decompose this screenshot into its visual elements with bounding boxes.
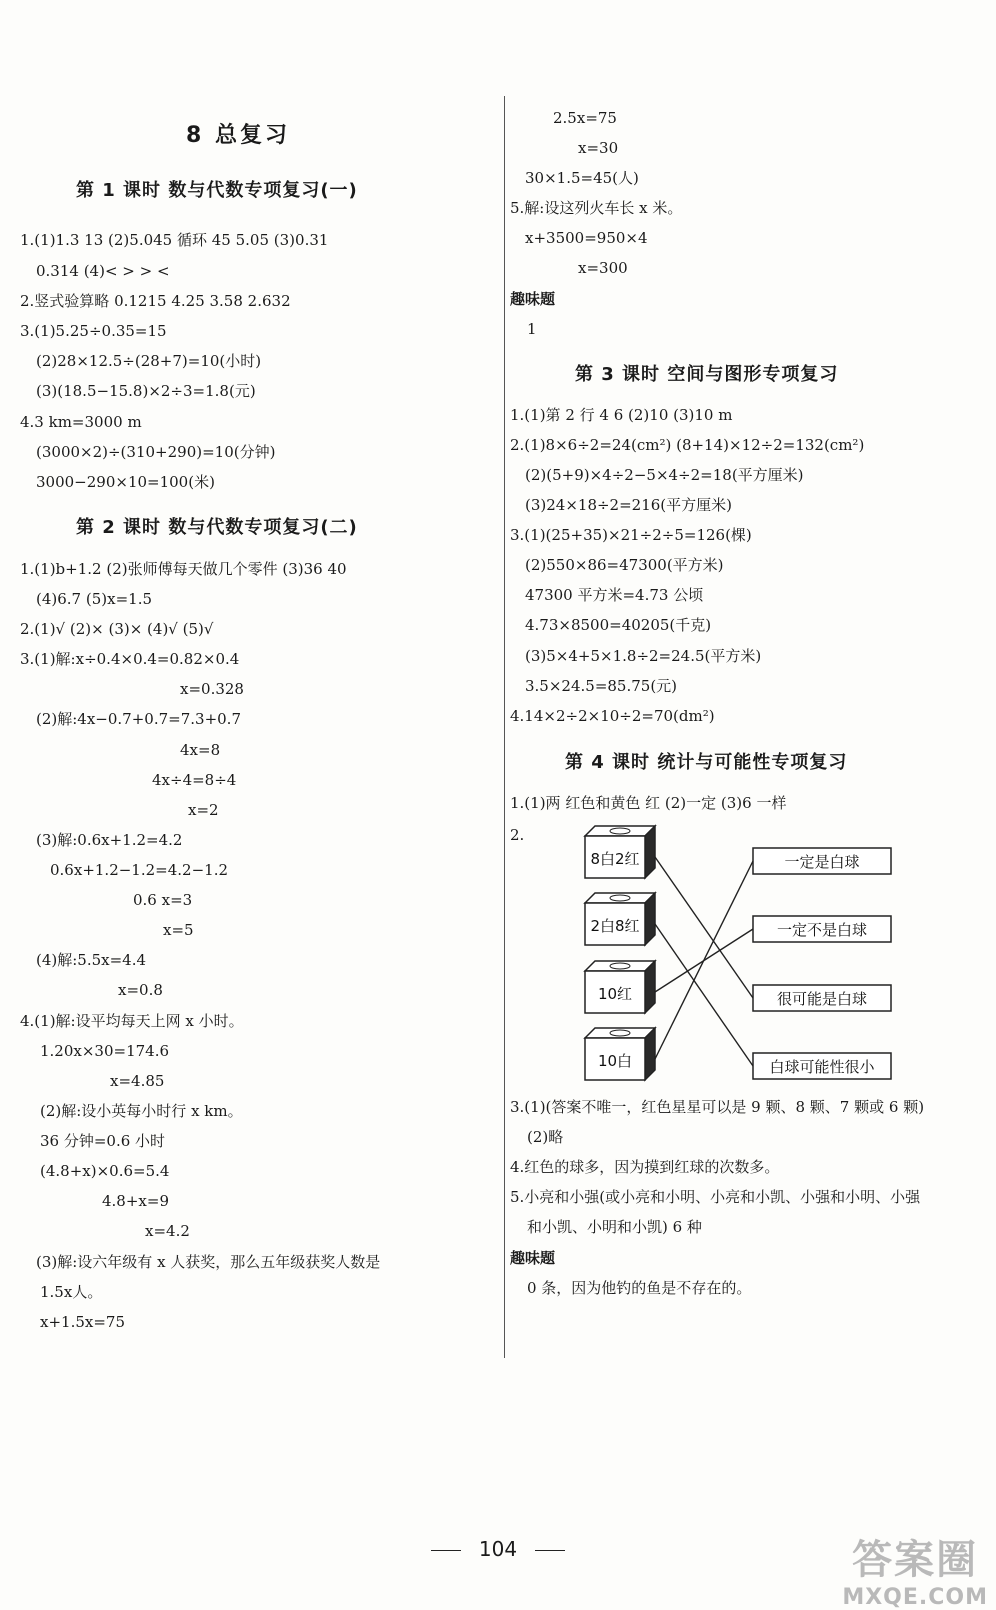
match-line: [655, 924, 753, 1066]
answer-line: 3.5×24.5=85.75(元): [525, 677, 678, 695]
answer-line: 2.(1)8×6÷2=24(cm²) (8+14)×12÷2=132(cm²): [510, 436, 865, 454]
lesson1-title: 第 1 课时 数与代数专项复习(一): [76, 180, 358, 201]
option-boxes: [753, 848, 891, 1079]
box-label: 10红: [597, 985, 633, 1003]
answer-line: (3)(18.5−15.8)×2÷3=1.8(元): [36, 382, 256, 400]
lesson4-title: 第 4 课时 统计与可能性专项复习: [565, 752, 848, 773]
answer-line: x+1.5x=75: [40, 1313, 125, 1331]
option-box: [753, 1053, 891, 1079]
answer-line: x=0.328: [180, 680, 244, 698]
watermark-text: 答案圈: [852, 1537, 979, 1583]
box-label: 10白: [597, 1052, 633, 1070]
matching-diagram: [575, 818, 905, 1088]
ball-box: [585, 826, 655, 878]
answer-line: (4)6.7 (5)x=1.5: [36, 590, 153, 608]
answer-line: 3.(1)(答案不唯一，红色星星可以是 9 颗、8 颗、7 颗或 6 颗): [510, 1098, 925, 1116]
answer-line: 47300 平方米=4.73 公顷: [525, 586, 704, 604]
answer-line: (3)解:设六年级有 x 人获奖，那么五年级获奖人数是: [36, 1253, 381, 1271]
answer-line: 3000−290×10=100(米): [36, 473, 215, 491]
answer-line: 1.20x×30=174.6: [40, 1042, 170, 1060]
answer-line: (2)解:4x−0.7+0.7=7.3+0.7: [36, 710, 241, 728]
option-label: 一定不是白球: [776, 921, 868, 939]
answer-line: x=0.8: [118, 981, 163, 999]
ball-box: [585, 1028, 655, 1080]
question-number: 2.: [510, 826, 525, 844]
box-label: 8白2红: [590, 850, 640, 868]
fun-question-answer: 0 条，因为他钓的鱼是不存在的。: [527, 1279, 752, 1297]
page-number-text: 104: [478, 1537, 518, 1561]
answer-line: (3)解:0.6x+1.2=4.2: [36, 831, 183, 849]
answer-line: x=2: [188, 801, 219, 819]
lesson3-title: 第 3 课时 空间与图形专项复习: [575, 364, 839, 385]
answer-line: 4.8+x=9: [102, 1192, 169, 1210]
answer-line: 5.解:设这列火车长 x 米。: [510, 199, 683, 217]
match-line: [655, 857, 753, 998]
answer-line: 1.(1)第 2 行 4 6 (2)10 (3)10 m: [510, 406, 733, 424]
answer-line: 2.竖式验算略 0.1215 4.25 3.58 2.632: [20, 292, 291, 310]
fun-question-label: 趣味题: [510, 290, 556, 308]
answer-line: (2)解:设小英每小时行 x km。: [40, 1102, 243, 1120]
answer-line: (4.8+x)×0.6=5.4: [40, 1162, 170, 1180]
answer-line: 4.3 km=3000 m: [20, 413, 142, 431]
column-divider: [504, 96, 505, 1358]
answer-line: (3000×2)÷(310+290)=10(分钟): [36, 443, 276, 461]
answer-line: x=5: [163, 921, 194, 939]
answer-line: (2)(5+9)×4÷2−5×4÷2=18(平方厘米): [525, 466, 804, 484]
answer-line: (2)28×12.5÷(28+7)=10(小时): [36, 352, 262, 370]
option-box: [753, 916, 891, 942]
answer-line: 3.(1)(25+35)×21÷2÷5=126(棵): [510, 526, 752, 544]
watermark-url: MXQE.COM: [842, 1585, 988, 1610]
chapter-title: 8 总复习: [186, 123, 290, 148]
answer-line: 0.6 x=3: [133, 891, 193, 909]
box-label: 2白8红: [590, 917, 640, 935]
answer-line: 4.(1)解:设平均每天上网 x 小时。: [20, 1012, 244, 1030]
answer-line: (4)解:5.5x=4.4: [36, 951, 147, 969]
ball-box: [585, 893, 655, 945]
answer-line: x=4.85: [110, 1072, 165, 1090]
answer-line: 3.(1)解:x÷0.4×0.4=0.82×0.4: [20, 650, 240, 668]
answer-line: x=4.2: [145, 1222, 190, 1240]
answer-line: 4x=8: [180, 741, 221, 759]
option-label: 一定是白球: [784, 853, 860, 871]
ball-boxes: [585, 826, 655, 1080]
answer-line: 1.5x人。: [40, 1283, 103, 1301]
answer-line: x=30: [578, 139, 619, 157]
answer-line: 1.(1)两 红色和黄色 红 (2)一定 (3)6 一样: [510, 794, 787, 812]
answer-line: x+3500=950×4: [525, 229, 648, 247]
answer-line: 1.(1)1.3 13 (2)5.045 循环 45 5.05 (3)0.31: [20, 231, 329, 249]
option-box: [753, 848, 891, 874]
lesson2-title: 第 2 课时 数与代数专项复习(二): [76, 517, 358, 538]
option-label: 白球可能性很小: [769, 1058, 875, 1076]
answer-line: 2.(1)√ (2)× (3)× (4)√ (5)√: [20, 620, 214, 638]
match-line: [655, 861, 753, 1059]
answer-line: 4x÷4=8÷4: [152, 771, 237, 789]
answer-line: 4.红色的球多，因为摸到红球的次数多。: [510, 1158, 780, 1176]
answer-line: 3.(1)5.25÷0.35=15: [20, 322, 167, 340]
ball-box: [585, 961, 655, 1013]
fun-question-label: 趣味题: [510, 1249, 556, 1267]
answer-line: 和小凯、小明和小凯) 6 种: [527, 1218, 702, 1236]
fun-question-answer: 1: [527, 320, 537, 338]
match-lines: [655, 857, 753, 1066]
answer-line: (3)24×18÷2=216(平方厘米): [525, 496, 733, 514]
answer-line: 5.小亮和小强(或小亮和小明、小亮和小凯、小强和小明、小强: [510, 1188, 921, 1206]
answer-line: (2)略: [527, 1128, 564, 1146]
watermark-logo: [842, 1528, 988, 1610]
answer-line: (3)5×4+5×1.8÷2=24.5(平方米): [525, 647, 762, 665]
answer-line: 0.314 (4)< > > <: [36, 262, 170, 280]
answer-line: 0.6x+1.2−1.2=4.2−1.2: [50, 861, 229, 879]
answer-line: (2)550×86=47300(平方米): [525, 556, 724, 574]
answer-line: 1.(1)b+1.2 (2)张师傅每天做几个零件 (3)36 40: [20, 560, 347, 578]
option-label: 很可能是白球: [776, 990, 868, 1008]
answer-line: 4.14×2÷2×10÷2=70(dm²): [510, 707, 715, 725]
answer-line: 30×1.5=45(人): [525, 169, 639, 187]
answer-line: 2.5x=75: [553, 109, 617, 127]
option-box: [753, 985, 891, 1011]
answer-line: x=300: [578, 259, 628, 277]
answer-line: 4.73×8500=40205(千克): [525, 616, 712, 634]
answer-line: 36 分钟=0.6 小时: [40, 1132, 166, 1150]
